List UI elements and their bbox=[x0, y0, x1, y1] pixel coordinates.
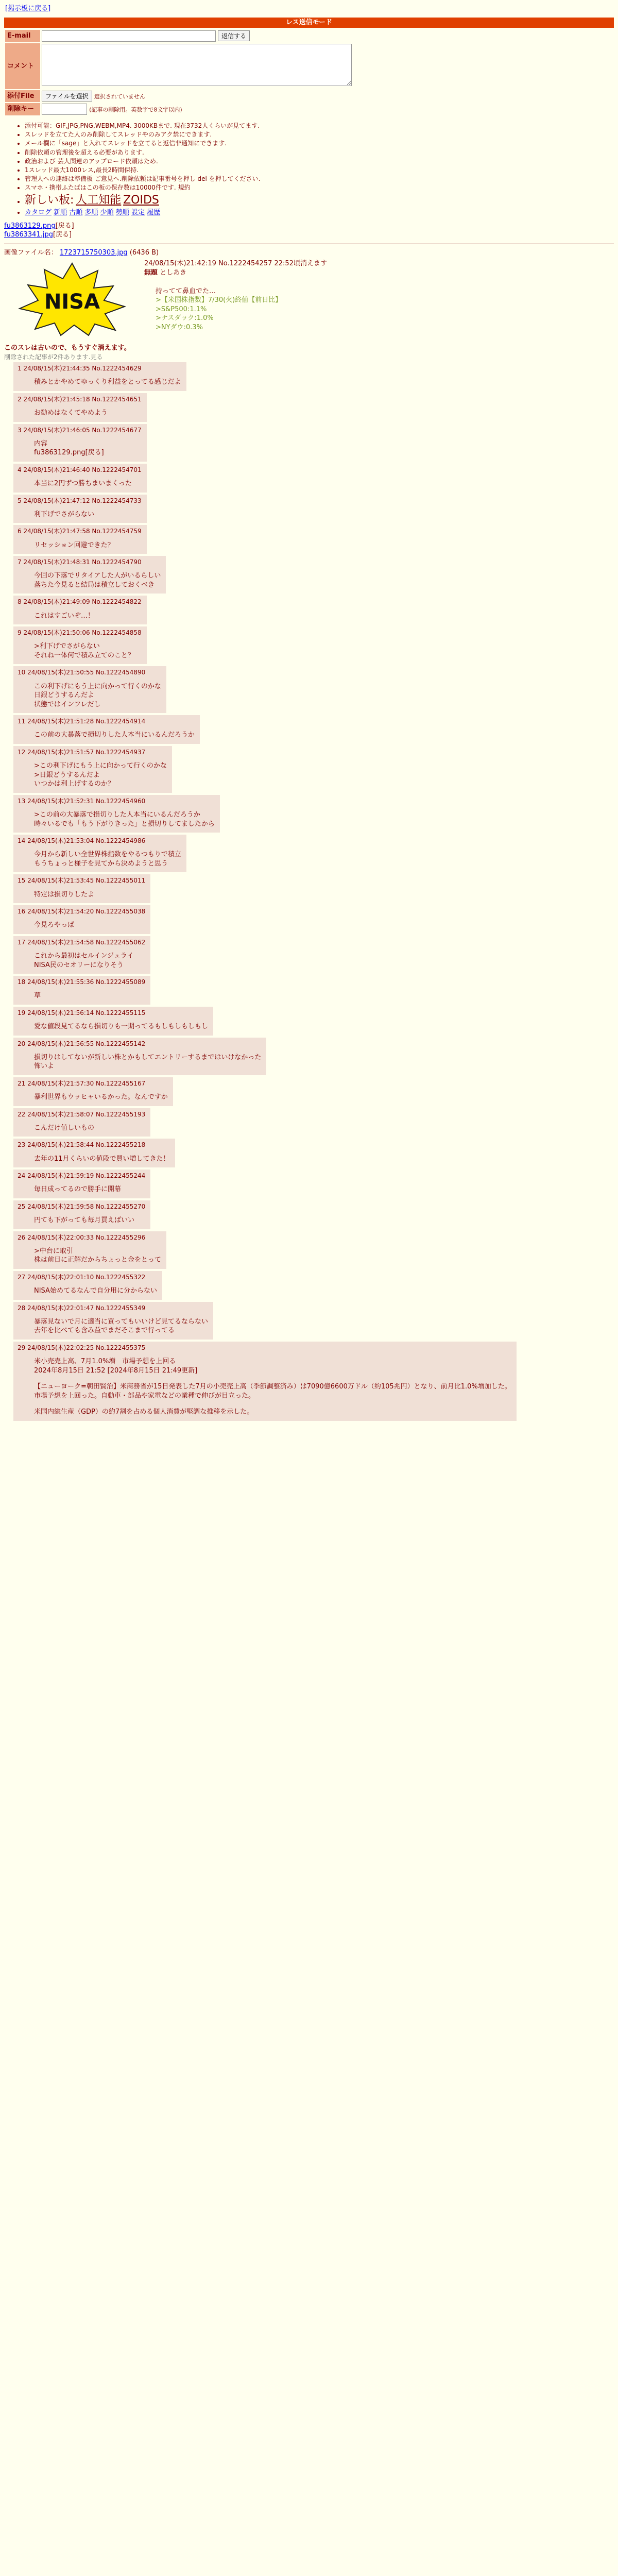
reply-post bbox=[13, 1231, 166, 1269]
reply-post bbox=[13, 424, 147, 462]
reply-body: この利下げにもう上に向かって行くのかな 日銀どうするんだよ 状態ではインフレだし bbox=[34, 682, 162, 708]
op-post bbox=[4, 259, 614, 336]
reply-body: この前の大暴落で損切りした人本当にいるんだろうか bbox=[34, 731, 195, 739]
op-meta bbox=[144, 259, 327, 268]
reply-header[interactable]: 21 24/08/15(木)21:57:30 No.1222455167 bbox=[18, 1079, 146, 1087]
op-subject-line bbox=[144, 268, 327, 278]
replies-list bbox=[4, 362, 614, 1421]
sort-few-link[interactable]: 少順 bbox=[100, 209, 114, 217]
note-item: • スマホ・携帯ふたばはこの板の保存数は10000件です. 規約 bbox=[25, 183, 614, 192]
reply-post bbox=[13, 666, 166, 713]
reply-header[interactable]: 4 24/08/15(木)21:46:40 No.1222454701 bbox=[18, 466, 142, 473]
reply-header[interactable]: 29 24/08/15(木)22:02:25 No.1222455375 bbox=[18, 1344, 146, 1351]
reply-body: 去年の11月くらいの値段で買い増してきた！ bbox=[34, 1155, 170, 1163]
sort-new-link[interactable]: 新順 bbox=[54, 209, 67, 217]
reply-post bbox=[13, 626, 147, 664]
sort-old-link[interactable]: 古順 bbox=[69, 209, 83, 217]
op-file-size: (6436 B) bbox=[129, 248, 159, 257]
op-text bbox=[144, 259, 327, 332]
comment-label: コメント bbox=[5, 43, 40, 90]
delkey-label: 削除キー bbox=[5, 103, 40, 115]
reply-post bbox=[13, 936, 150, 974]
reply-post bbox=[13, 1139, 175, 1167]
reply-post bbox=[13, 1108, 150, 1137]
sort-many-link[interactable]: 多順 bbox=[84, 209, 98, 217]
back-text: [戻る] bbox=[55, 222, 74, 230]
op-body bbox=[156, 287, 327, 332]
back-text: [戻る] bbox=[53, 231, 72, 239]
reply-post bbox=[13, 835, 186, 872]
delkey-note: (記事の削除用。英数字で8文字以内) bbox=[89, 106, 182, 113]
reply-post bbox=[13, 495, 147, 523]
op-trailer: 22:52頃消えます bbox=[274, 260, 327, 268]
reply-header[interactable]: 17 24/08/15(木)21:54:58 No.1222455062 bbox=[18, 938, 146, 946]
reply-body: >この利下げにもう上に向かって行くのかな >日銀どうするんだよ いつかは利上げするのか？ bbox=[34, 762, 167, 788]
reply-header[interactable]: 28 24/08/15(木)22:01:47 No.1222455349 bbox=[18, 1304, 146, 1312]
catalog-links bbox=[25, 208, 614, 217]
reply-post bbox=[13, 1170, 150, 1198]
reply-body: 暴利世界もウッヒャいるかった。なんですか bbox=[34, 1093, 168, 1101]
reply-header[interactable]: 25 24/08/15(木)21:59:58 No.1222455270 bbox=[18, 1202, 146, 1210]
reply-body-line: 米小売売上高、7月1.0%増 市場予想を上回る bbox=[34, 1358, 176, 1366]
note-item: • 削除依頼の管理後を超える必要があります. bbox=[25, 148, 614, 157]
reply-body-line: 【ニューヨーク=朝田賢治】米商務省が15日発表した7月の小売売上高（季節調整済み）は7090億6600万ドル（約105兆円）となり、前月比1.0%増加した。 bbox=[34, 1383, 511, 1391]
reply-header[interactable]: 7 24/08/15(木)21:48:31 No.1222454790 bbox=[18, 558, 142, 566]
reply-post bbox=[13, 746, 172, 793]
reply-header[interactable]: 14 24/08/15(木)21:53:04 No.1222454986 bbox=[18, 837, 146, 845]
note-item: • 1スレッド最大1000レス,最長2時間保持. bbox=[25, 166, 614, 174]
deleted-notice[interactable]: 削除された記事が2件あります.見る bbox=[4, 353, 103, 361]
op-quote-line: >【米国株指数】7/30(火)終値【前日比】 bbox=[156, 296, 282, 304]
reply-header[interactable]: 8 24/08/15(木)21:49:09 No.1222454822 bbox=[18, 598, 142, 606]
reply-body bbox=[34, 1357, 511, 1417]
file-link[interactable]: fu3863341.jpg bbox=[4, 231, 53, 239]
mode-bar: レス送信モード bbox=[4, 18, 614, 28]
reply-post bbox=[13, 556, 166, 594]
file-link[interactable]: fu3863129.png bbox=[4, 222, 56, 230]
reply-body: >この前の大暴落で損切りした人本当にいるんだろうか 時々いるでも「もう下がりきった」と損切りしてましたから bbox=[34, 811, 215, 828]
reply-body: 本当に2円ずつ勝ちまいまくった bbox=[34, 480, 132, 488]
new-board-link-ai[interactable]: 人工知能 bbox=[76, 193, 122, 207]
note-item: • スレッドを立てた人のみ削除してスレッドやのみアク禁にできます. bbox=[25, 130, 614, 139]
reply-body: 暴落見ないで月に適当に買ってもいいけど見てるならない 去年を比べても含み益でまだそこまで行ってる bbox=[34, 1317, 209, 1335]
reply-header[interactable]: 10 24/08/15(木)21:50:55 No.1222454890 bbox=[18, 669, 146, 676]
reply-post bbox=[13, 1302, 213, 1340]
reply-post bbox=[13, 596, 147, 624]
reply-post bbox=[13, 715, 200, 744]
back-to-board-link[interactable]: [掲示板に戻る] bbox=[5, 5, 51, 12]
reply-body: 今見ろやっぱ bbox=[34, 921, 75, 929]
note-item: • メール欄に「sage」と入れてスレッドを立てると返信非通知にできます. bbox=[25, 139, 614, 147]
reply-post bbox=[13, 1077, 173, 1106]
reply-header[interactable]: 13 24/08/15(木)21:52:31 No.1222454960 bbox=[18, 797, 146, 805]
reply-header[interactable]: 5 24/08/15(木)21:47:12 No.1222454733 bbox=[18, 497, 142, 504]
reply-post bbox=[13, 976, 150, 1005]
reply-post bbox=[13, 525, 147, 554]
reply-body: 草 bbox=[34, 992, 41, 1000]
email-field[interactable] bbox=[42, 30, 216, 42]
reply-body: >中台に取引 株は前日に正解だからちょっと金をとって bbox=[34, 1247, 161, 1264]
history-link[interactable]: 履歴 bbox=[147, 209, 161, 217]
reply-form bbox=[4, 29, 353, 117]
file-select-button[interactable]: ファイルを選択 bbox=[42, 91, 92, 101]
op-file-line bbox=[4, 248, 614, 258]
reply-body: 今回の下落でリタイアした人がいるらしい 落ちた今見ると結局は積立しておくべき bbox=[34, 572, 161, 589]
settings-link[interactable]: 設定 bbox=[131, 209, 145, 217]
reply-body: >利下げでさがらない それね一体何で積み立てのこと？ bbox=[34, 642, 135, 659]
reply-body: 今月から新しい全世界株指数をやるつもりで積立 もうちょっと様子を見てから決めようと思う bbox=[34, 851, 181, 868]
reply-body: 円ても下がっても毎月買えばいい bbox=[34, 1216, 135, 1225]
op-no[interactable]: No.1222454257 bbox=[218, 260, 272, 268]
reply-post bbox=[13, 905, 150, 934]
reply-header[interactable]: 6 24/08/15(木)21:47:58 No.1222454759 bbox=[18, 528, 142, 535]
file-label: 添付File bbox=[5, 90, 40, 102]
reply-post bbox=[13, 795, 220, 833]
reply-header[interactable]: 9 24/08/15(木)21:50:06 No.1222454858 bbox=[18, 629, 142, 637]
new-board-prefix: 新しい板: bbox=[25, 193, 74, 207]
notes-list bbox=[25, 122, 614, 217]
op-quote-line: >NYダウ:0.3% bbox=[156, 323, 203, 331]
new-board-line bbox=[25, 193, 614, 208]
reply-header[interactable]: 24 24/08/15(木)21:59:19 No.1222455244 bbox=[18, 1172, 146, 1180]
note-item: • 添付可能：GIF,JPG,PNG,WEBM,MP4. 3000KBまで. 現在3732人くらいが見てます. bbox=[25, 122, 614, 130]
reply-header[interactable]: 3 24/08/15(木)21:46:05 No.1222454677 bbox=[18, 426, 142, 434]
reply-post bbox=[13, 393, 147, 422]
op-quote-line: >S&P500:1.1% bbox=[156, 305, 207, 313]
reply-body: リセッション回避できた？ bbox=[34, 541, 114, 549]
op-quote-line: >ナスダック:1.0% bbox=[156, 314, 214, 323]
reply-post bbox=[13, 362, 186, 391]
reply-header[interactable]: 12 24/08/15(木)21:51:57 No.1222454937 bbox=[18, 749, 146, 756]
reply-body: これから最初はセルインジュライ NISA民のセオリーになりそう bbox=[34, 952, 134, 969]
reply-body: こんだけ値しいもの bbox=[34, 1124, 95, 1132]
sort-momentum-link[interactable]: 勢順 bbox=[115, 209, 129, 217]
reply-post bbox=[13, 1200, 150, 1229]
reply-header[interactable]: 19 24/08/15(木)21:56:14 No.1222455115 bbox=[18, 1009, 146, 1016]
reply-body: お勧めはなくてやめよう bbox=[34, 409, 108, 417]
reply-body-line: 米国内総生産（GDP）の約7割を占める個人消費が堅調な推移を示した。 bbox=[34, 1408, 254, 1416]
op-thumbnail[interactable] bbox=[10, 259, 134, 336]
reply-post bbox=[13, 1271, 162, 1300]
reply-body: NISA始めてるなんで自分用に分からない bbox=[34, 1287, 157, 1295]
delkey-field[interactable] bbox=[42, 104, 87, 115]
reply-post bbox=[13, 1038, 266, 1075]
reply-body-line: 2024年8月15日 21:52 [2024年8月15日 21:49更新] bbox=[34, 1366, 198, 1375]
op-file-link[interactable]: 1723715750303.jpg bbox=[59, 248, 128, 257]
op-date: 24/08/15(木)21:42:19 bbox=[144, 260, 216, 268]
reply-post bbox=[13, 1007, 213, 1036]
reply-header[interactable]: 23 24/08/15(木)21:58:44 No.1222455218 bbox=[18, 1141, 146, 1149]
op-name: としあき bbox=[160, 269, 187, 277]
reply-header[interactable]: 26 24/08/15(木)22:00:33 No.1222455296 bbox=[18, 1233, 146, 1241]
file-link-1-row bbox=[4, 222, 614, 231]
reply-post-long bbox=[13, 1342, 517, 1421]
reply-body: 毎日成ってるので勝手に開幕 bbox=[34, 1185, 122, 1194]
reply-header[interactable]: 22 24/08/15(木)21:58:07 No.1222455193 bbox=[18, 1110, 146, 1118]
note-item: • 政治および 芸人関連のアップロード依頼はため. bbox=[25, 157, 614, 165]
email-label: E-mail bbox=[5, 30, 40, 42]
new-board-link-zoids[interactable]: ZOIDS bbox=[123, 193, 159, 207]
reply-body-line: 市場予想を上回った。自動車・部品や家電などの業種で伸びが目立った。 bbox=[34, 1392, 255, 1400]
reply-post bbox=[13, 464, 147, 493]
reply-header[interactable]: 16 24/08/15(木)21:54:20 No.1222455038 bbox=[18, 908, 146, 916]
reply-header[interactable]: 11 24/08/15(木)21:51:28 No.1222454914 bbox=[18, 718, 146, 725]
reply-header[interactable]: 1 24/08/15(木)21:44:35 No.1222454629 bbox=[18, 365, 142, 372]
submit-button[interactable]: 返信する bbox=[218, 30, 250, 41]
comment-field[interactable] bbox=[42, 44, 352, 86]
reply-body: 愛な値段見てるなら損切りも一期ってるもしもしもしもし bbox=[34, 1023, 209, 1031]
reply-header[interactable]: 18 24/08/15(木)21:55:36 No.1222455089 bbox=[18, 978, 146, 986]
op-file-label: 画像ファイル名： bbox=[4, 248, 58, 257]
op-subject: 無題 bbox=[144, 269, 158, 277]
reply-body: 損切りはしてないが新しい株とかもしてエントリーするまではいけなかった 怖いよ bbox=[34, 1053, 262, 1071]
top-nav bbox=[5, 4, 614, 13]
reply-header[interactable]: 2 24/08/15(木)21:45:18 No.1222454651 bbox=[18, 395, 142, 403]
reply-header[interactable]: 20 24/08/15(木)21:56:55 No.1222455142 bbox=[18, 1040, 146, 1047]
op-body-line: 持ってて鼻血でた… bbox=[156, 287, 216, 295]
reply-body-line bbox=[34, 1400, 511, 1408]
reply-header[interactable]: 27 24/08/15(木)22:01:10 No.1222455322 bbox=[18, 1273, 146, 1281]
reply-body: 利下げでさがらない bbox=[34, 510, 95, 518]
file-none-text: 選択されていません bbox=[94, 93, 145, 100]
old-thread-warning: このスレは古いので、もうすぐ消えます。 bbox=[4, 344, 131, 352]
reply-body: これはすごいぞ…！ bbox=[34, 612, 95, 620]
op-thumbnail-text: NISA bbox=[44, 290, 100, 314]
reply-body-line bbox=[34, 1375, 511, 1382]
reply-body: 積みとかやめてゆっくり利益をとってる感じだよ bbox=[34, 378, 181, 386]
reply-header[interactable]: 15 24/08/15(木)21:53:45 No.1222455011 bbox=[18, 877, 146, 885]
note-item: • 管理人への連絡は準備板 ご意見へ.削除依頼は記事番号を押し del を押してください. bbox=[25, 175, 614, 183]
reply-body: 内容 fu3863129.png[戻る] bbox=[34, 439, 104, 457]
file-link-2-row bbox=[4, 230, 614, 240]
catalog-link[interactable]: カタログ bbox=[25, 209, 52, 217]
reply-post bbox=[13, 874, 150, 903]
reply-body: 特定は損切りしたよ bbox=[34, 890, 95, 899]
